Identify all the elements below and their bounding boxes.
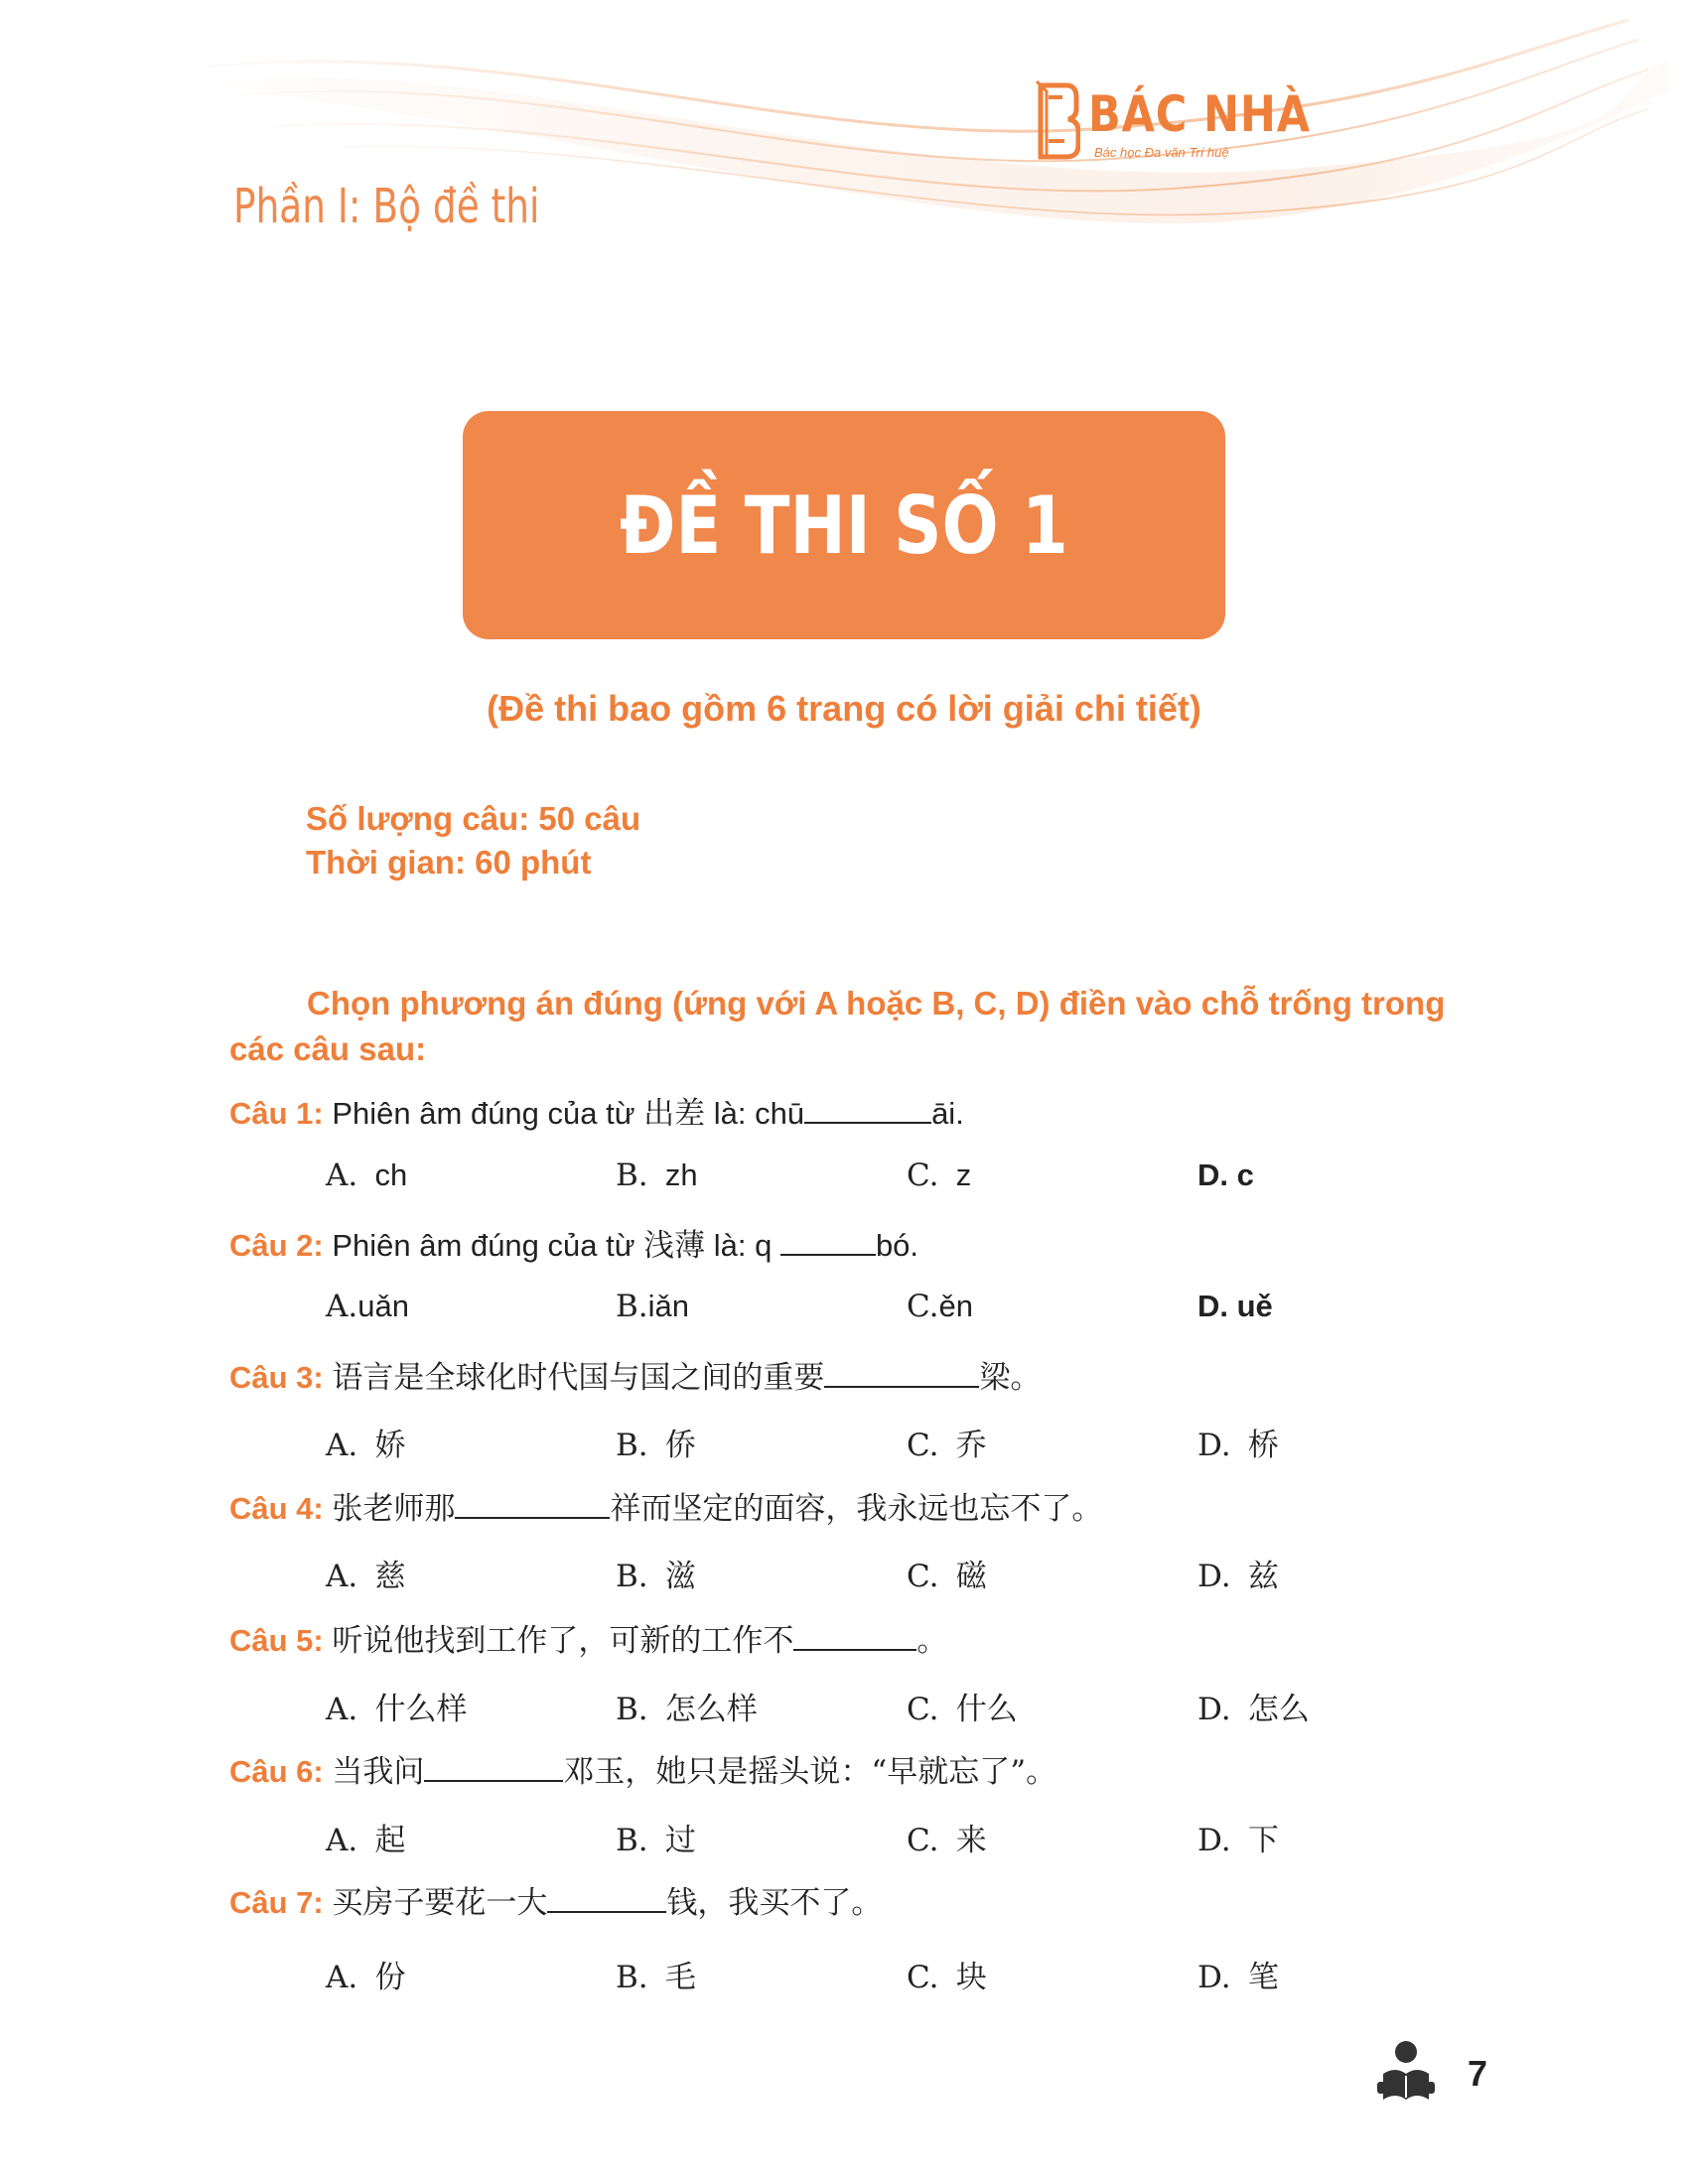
option-b: B.iǎn bbox=[616, 1289, 690, 1324]
question-4 bbox=[229, 1483, 1102, 1528]
exam-title-banner bbox=[463, 411, 1225, 639]
question-5 bbox=[229, 1615, 947, 1660]
reader-icon bbox=[1375, 2040, 1437, 2110]
option-d: D. 笔 bbox=[1197, 1960, 1279, 1995]
option-b: B. 滋 bbox=[616, 1559, 696, 1594]
option-a: A. 娇 bbox=[326, 1428, 406, 1463]
option-a: A. 什么样 bbox=[326, 1692, 468, 1727]
option-b: B. zh bbox=[616, 1158, 698, 1193]
option-d: D. c bbox=[1197, 1158, 1254, 1192]
question-text-end: 。 bbox=[916, 1623, 948, 1659]
logo-mark-icon bbox=[1033, 79, 1080, 161]
question-count: Số lượng câu: 50 câu bbox=[306, 800, 641, 837]
question-7 bbox=[229, 1877, 882, 1922]
section-title: Phần I: Bộ đề thi bbox=[233, 179, 540, 234]
option-b: B. 过 bbox=[616, 1823, 696, 1858]
question-3 bbox=[229, 1352, 1041, 1397]
option-a: A. 起 bbox=[326, 1823, 406, 1858]
answer-blank bbox=[424, 1752, 563, 1782]
exam-note: (Đề thi bao gồm 6 trang có lời giải chi tiết) bbox=[487, 688, 1201, 729]
question-text: 当我问 bbox=[332, 1754, 425, 1790]
option-a: A.uǎn bbox=[326, 1289, 409, 1324]
question-7-options bbox=[0, 1952, 1688, 1995]
option-d: D. 兹 bbox=[1197, 1559, 1279, 1594]
option-b: B. 毛 bbox=[616, 1960, 696, 1995]
question-text: 张老师那 bbox=[332, 1491, 456, 1527]
option-a: A. 份 bbox=[326, 1960, 406, 1995]
question-text-end: 梁。 bbox=[979, 1360, 1042, 1396]
answer-blank bbox=[780, 1226, 876, 1256]
brand-tagline: Bác học Đa văn Trí huệ bbox=[1094, 145, 1229, 160]
option-c: C. 什么 bbox=[907, 1692, 1018, 1727]
option-c: C. 来 bbox=[907, 1823, 987, 1858]
question-word: 出差 bbox=[643, 1096, 706, 1132]
question-text-end: 祥而坚定的面容，我永远也忘不了。 bbox=[610, 1491, 1103, 1527]
option-d: D. 桥 bbox=[1197, 1428, 1279, 1463]
question-text: Phiên âm đúng của từ bbox=[332, 1096, 644, 1131]
answer-blank bbox=[804, 1094, 931, 1124]
question-6 bbox=[229, 1746, 1056, 1791]
question-3-options bbox=[0, 1420, 1688, 1463]
question-label: Câu 4: bbox=[229, 1491, 324, 1526]
question-1-options bbox=[0, 1158, 1688, 1197]
question-text: 买房子要花一大 bbox=[332, 1885, 548, 1921]
question-label: Câu 5: bbox=[229, 1623, 324, 1658]
answer-blank bbox=[547, 1883, 666, 1913]
page-number: 7 bbox=[1468, 2053, 1488, 2094]
exam-instructions: Chọn phương án đúng (ứng với A hoặc B, C, D) điền vào chỗ trống trong các câu sau: bbox=[229, 985, 1446, 1067]
question-2 bbox=[229, 1220, 918, 1265]
question-4-options bbox=[0, 1551, 1688, 1594]
question-text-after: là: chū bbox=[705, 1096, 805, 1131]
answer-blank bbox=[455, 1489, 610, 1519]
question-text: 语言是全球化时代国与国之间的重要 bbox=[332, 1360, 825, 1396]
option-b: B. 怎么样 bbox=[616, 1692, 758, 1727]
option-d: D. 下 bbox=[1197, 1823, 1279, 1858]
question-label: Câu 2: bbox=[229, 1228, 324, 1263]
question-label: Câu 6: bbox=[229, 1754, 324, 1789]
option-c: C. z bbox=[907, 1158, 972, 1193]
question-text-end: āi. bbox=[931, 1096, 964, 1131]
option-b: B. 侨 bbox=[616, 1428, 696, 1463]
question-text-end: 邓玉，她只是摇头说：“早就忘了”。 bbox=[563, 1754, 1057, 1790]
question-text: 听说他找到工作了，可新的工作不 bbox=[332, 1623, 794, 1659]
exam-meta bbox=[306, 797, 640, 885]
answer-blank bbox=[824, 1358, 979, 1388]
brand-name: BÁC NHÀ bbox=[1088, 85, 1311, 143]
option-c: C. 块 bbox=[907, 1960, 987, 1995]
question-label: Câu 1: bbox=[229, 1096, 324, 1131]
option-c: C. 乔 bbox=[907, 1428, 987, 1463]
question-text: Phiên âm đúng của từ bbox=[332, 1228, 644, 1263]
option-c: C. 磁 bbox=[907, 1559, 987, 1594]
question-text-end: 钱，我买不了。 bbox=[666, 1885, 883, 1921]
brand-logo bbox=[1033, 79, 1311, 169]
option-a: A. 慈 bbox=[326, 1559, 406, 1594]
question-1 bbox=[229, 1088, 964, 1133]
option-d: D. uě bbox=[1197, 1289, 1273, 1323]
question-text-after: là: q bbox=[705, 1228, 780, 1263]
question-5-options bbox=[0, 1684, 1688, 1727]
option-a: A. ch bbox=[326, 1158, 408, 1193]
option-c: C.ěn bbox=[907, 1289, 973, 1324]
question-label: Câu 3: bbox=[229, 1360, 324, 1395]
question-word: 浅薄 bbox=[643, 1228, 706, 1264]
header-swoosh-decoration bbox=[0, 0, 1688, 278]
answer-blank bbox=[793, 1621, 916, 1651]
option-d: D. 怎么 bbox=[1197, 1692, 1310, 1727]
question-6-options bbox=[0, 1815, 1688, 1858]
exam-title: ĐỀ THI SỐ 1 bbox=[620, 478, 1068, 572]
question-text-end: bó. bbox=[875, 1228, 919, 1263]
question-label: Câu 7: bbox=[229, 1885, 324, 1920]
exam-duration: Thời gian: 60 phút bbox=[306, 844, 592, 881]
question-2-options bbox=[0, 1289, 1688, 1328]
